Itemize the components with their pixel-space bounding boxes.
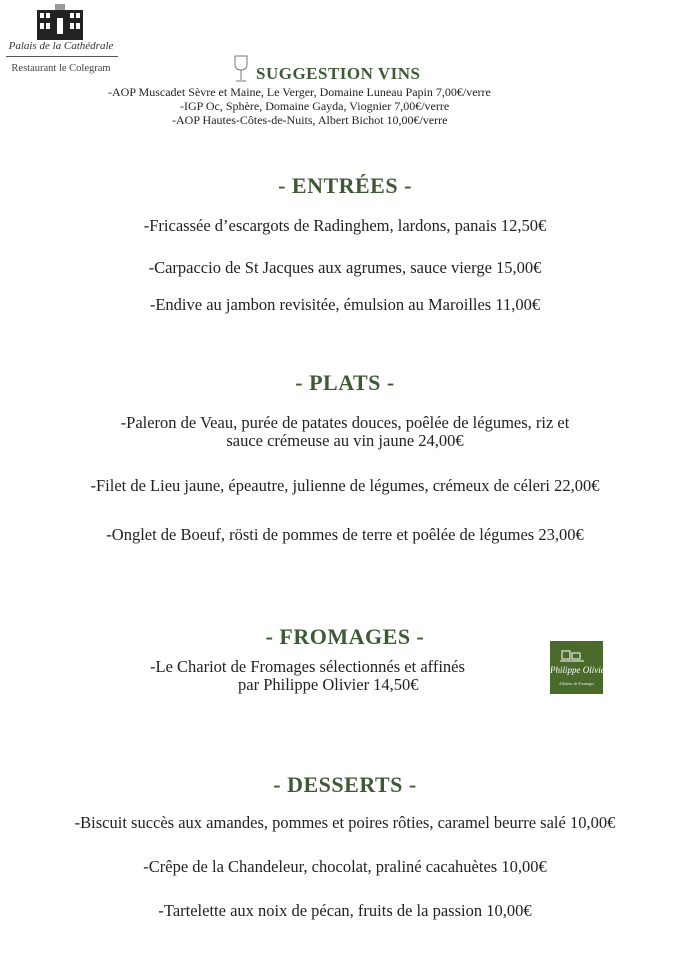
logo-subtitle: Restaurant le Colegram xyxy=(11,63,111,74)
badge-tagline: Affineur de Fromages xyxy=(558,681,595,686)
fromage-line: par Philippe Olivier 14,50€ xyxy=(238,675,419,694)
entree-item: -Carpaccio de St Jacques aux agrumes, sauce vierge 15,00€ xyxy=(148,258,542,277)
wine-suggestion-title: SUGGESTION VINS xyxy=(256,64,421,83)
plat-item: -Filet de Lieu jaune, épeautre, julienne de légumes, crémeux de céleri 22,00€ xyxy=(90,476,600,495)
fromages-heading: - FROMAGES - xyxy=(265,624,425,649)
entree-item: -Endive au jambon revisitée, émulsion au Maroilles 11,00€ xyxy=(149,295,541,314)
plat-item-line: -Paleron de Veau, purée de patates douces, poêlée de légumes, riz et xyxy=(120,413,570,432)
dessert-item: -Biscuit succès aux amandes, pommes et poires rôties, caramel beurre salé 10,00€ xyxy=(74,813,616,832)
badge-name: Philippe Olivier xyxy=(550,665,609,675)
cathedral-icon xyxy=(2,4,120,40)
entrees-heading: - ENTRÉES - xyxy=(278,173,412,198)
wine-item: -IGP Oc, Sphère, Domaine Gayda, Viognier 7,00€/verre xyxy=(180,99,450,113)
plat-item-line: sauce crémeuse au vin jaune 24,00€ xyxy=(226,431,464,450)
entree-item: -Fricassée d’escargots de Radinghem, lardons, panais 12,50€ xyxy=(143,216,547,235)
logo-name: Palais de la Cathédrale xyxy=(8,40,114,52)
desserts-heading: - DESSERTS - xyxy=(273,772,417,797)
dessert-item: -Tartelette aux noix de pécan, fruits de la passion 10,00€ xyxy=(158,901,532,920)
philippe-olivier-logo xyxy=(550,641,609,694)
plat-item: -Onglet de Boeuf, rösti de pommes de terre et poêlée de légumes 23,00€ xyxy=(106,525,584,544)
wine-item: -AOP Hautes-Côtes-de-Nuits, Albert Bichot 10,00€/verre xyxy=(172,113,448,127)
restaurant-logo xyxy=(2,4,120,76)
dessert-item: -Crêpe de la Chandeleur, chocolat, praliné cacahuètes 10,00€ xyxy=(143,857,547,876)
wine-item: -AOP Muscadet Sèvre et Maine, Le Verger, Domaine Luneau Papin 7,00€/verre xyxy=(108,85,491,99)
wine-glass-icon xyxy=(233,55,249,83)
fromage-line: -Le Chariot de Fromages sélectionnés et affinés xyxy=(150,657,465,676)
logo-divider xyxy=(6,56,118,57)
plats-heading: - PLATS - xyxy=(295,370,395,395)
